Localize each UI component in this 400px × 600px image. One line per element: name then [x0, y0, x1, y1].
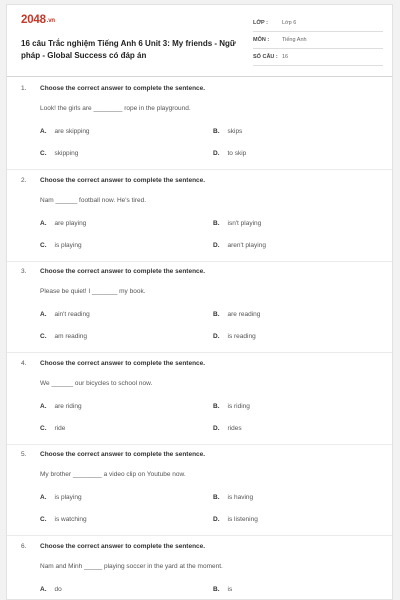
option-text: is having	[227, 494, 254, 501]
option-letter: D.	[213, 424, 220, 432]
option-text: to skip	[227, 150, 247, 157]
option-letter: B.	[213, 494, 220, 501]
question-item	[7, 85, 392, 177]
option-letter: C.	[40, 150, 47, 157]
option-letter: A.	[40, 585, 47, 593]
option-letter: B.	[213, 219, 220, 227]
question-sentence: My brother ________ a video clip on Youtube now.	[40, 471, 186, 478]
option-text: skips	[227, 128, 243, 135]
option-letter: B.	[213, 585, 220, 593]
meta-value: Tiếng Anh	[282, 37, 307, 43]
option-c[interactable]	[40, 150, 78, 157]
option-letter: C.	[40, 424, 47, 432]
option-letter: D.	[213, 241, 220, 249]
question-item	[7, 268, 392, 360]
logo-text: 2048	[21, 14, 46, 26]
meta-row-subject	[253, 32, 383, 49]
option-text: is playing	[54, 494, 82, 501]
question-number: 1.	[21, 85, 27, 92]
question-divider	[7, 535, 392, 536]
question-sentence: Please be quiet! I _______ my book.	[40, 288, 146, 295]
option-letter: A.	[40, 219, 47, 227]
question-sentence: Nam ______ football now. He's tired.	[40, 196, 147, 204]
question-divider	[7, 169, 392, 170]
option-letter: D.	[213, 516, 220, 523]
option-text: are playing	[54, 219, 87, 227]
option-text: is riding	[227, 402, 250, 410]
option-letter: A.	[40, 494, 47, 501]
option-a[interactable]	[40, 311, 90, 318]
question-item	[7, 451, 392, 543]
option-letter: D.	[213, 333, 220, 340]
option-text: is listening	[227, 516, 258, 523]
question-number: 4.	[21, 359, 27, 367]
question-item	[7, 177, 392, 269]
option-a[interactable]	[40, 220, 86, 227]
meta-value: Lớp 6	[282, 20, 297, 26]
option-c[interactable]	[40, 516, 87, 523]
question-instruction: Choose the correct answer to complete the sentence.	[40, 359, 206, 367]
meta-value: 16	[282, 54, 289, 60]
question-number: 5.	[21, 451, 27, 458]
option-text: are riding	[54, 402, 82, 410]
question-instruction: Choose the correct answer to complete the sentence.	[40, 85, 206, 92]
option-text: are skipping	[54, 128, 90, 135]
meta-label: SỐ CÂU :	[253, 54, 278, 60]
option-letter: C.	[40, 516, 47, 523]
option-b[interactable]	[213, 586, 232, 593]
option-text: is	[227, 585, 233, 593]
option-letter: B.	[213, 402, 220, 410]
option-letter: C.	[40, 333, 47, 340]
question-instruction: Choose the correct answer to complete the sentence.	[40, 542, 206, 550]
option-letter: A.	[40, 128, 47, 135]
option-letter: D.	[213, 150, 220, 157]
option-b[interactable]	[213, 220, 261, 227]
question-number: 3.	[21, 268, 27, 275]
option-text: ain't reading	[54, 311, 90, 318]
option-b[interactable]	[213, 494, 253, 501]
worksheet-title: 16 câu Trắc nghiệm Tiếng Anh 6 Unit 3: My friends - Ngữ pháp - Global Success có đáp án	[21, 39, 236, 60]
option-b[interactable]	[213, 311, 260, 318]
option-text: is reading	[227, 333, 256, 340]
option-a[interactable]	[40, 403, 82, 410]
option-text: do	[54, 585, 62, 593]
header-divider	[7, 76, 392, 77]
option-d[interactable]	[213, 516, 258, 523]
option-text: ride	[54, 424, 66, 432]
option-text: aren't playing	[227, 241, 266, 249]
option-letter: B.	[213, 128, 220, 135]
meta-table	[253, 15, 383, 66]
option-text: am reading	[54, 333, 88, 340]
option-d[interactable]	[213, 425, 242, 432]
question-instruction: Choose the correct answer to complete the sentence.	[40, 176, 206, 184]
option-a[interactable]	[40, 586, 62, 593]
question-list	[7, 85, 392, 600]
meta-label: LỚP :	[253, 20, 268, 26]
site-logo[interactable]	[21, 14, 55, 26]
option-a[interactable]	[40, 128, 90, 135]
option-c[interactable]	[40, 425, 65, 432]
option-text: are reading	[227, 311, 261, 318]
option-a[interactable]	[40, 494, 82, 501]
option-c[interactable]	[40, 242, 82, 249]
option-letter: A.	[40, 311, 47, 318]
option-text: isn't playing	[227, 219, 262, 227]
option-text: rides	[227, 424, 242, 432]
option-letter: A.	[40, 402, 47, 410]
worksheet-header	[7, 5, 392, 76]
meta-row-class	[253, 15, 383, 32]
option-text: is watching	[54, 516, 87, 523]
option-b[interactable]	[213, 128, 242, 135]
worksheet-page	[6, 4, 393, 600]
question-divider	[7, 352, 392, 353]
question-number: 2.	[21, 176, 27, 184]
question-number: 6.	[21, 542, 27, 550]
meta-row-count	[253, 49, 383, 66]
option-d[interactable]	[213, 333, 256, 340]
option-text: skipping	[54, 150, 79, 157]
question-sentence: Look! the girls are ________ rope in the playground.	[40, 105, 191, 112]
option-letter: C.	[40, 241, 47, 249]
option-c[interactable]	[40, 333, 87, 340]
question-item	[7, 543, 392, 600]
question-divider	[7, 444, 392, 445]
question-divider	[7, 261, 392, 262]
option-d[interactable]	[213, 242, 266, 249]
question-instruction: Choose the correct answer to complete the sentence.	[40, 268, 206, 275]
option-b[interactable]	[213, 403, 250, 410]
logo-suffix: .vn	[46, 18, 55, 24]
option-d[interactable]	[213, 150, 246, 157]
option-letter: B.	[213, 311, 220, 318]
question-sentence: Nam and Minh _____ playing soccer in the yard at the moment.	[40, 562, 223, 570]
question-instruction: Choose the correct answer to complete the sentence.	[40, 451, 206, 458]
question-sentence: We ______ our bicycles to school now.	[40, 379, 153, 387]
option-text: is playing	[54, 241, 82, 249]
question-item	[7, 360, 392, 452]
meta-label: MÔN :	[253, 37, 270, 43]
